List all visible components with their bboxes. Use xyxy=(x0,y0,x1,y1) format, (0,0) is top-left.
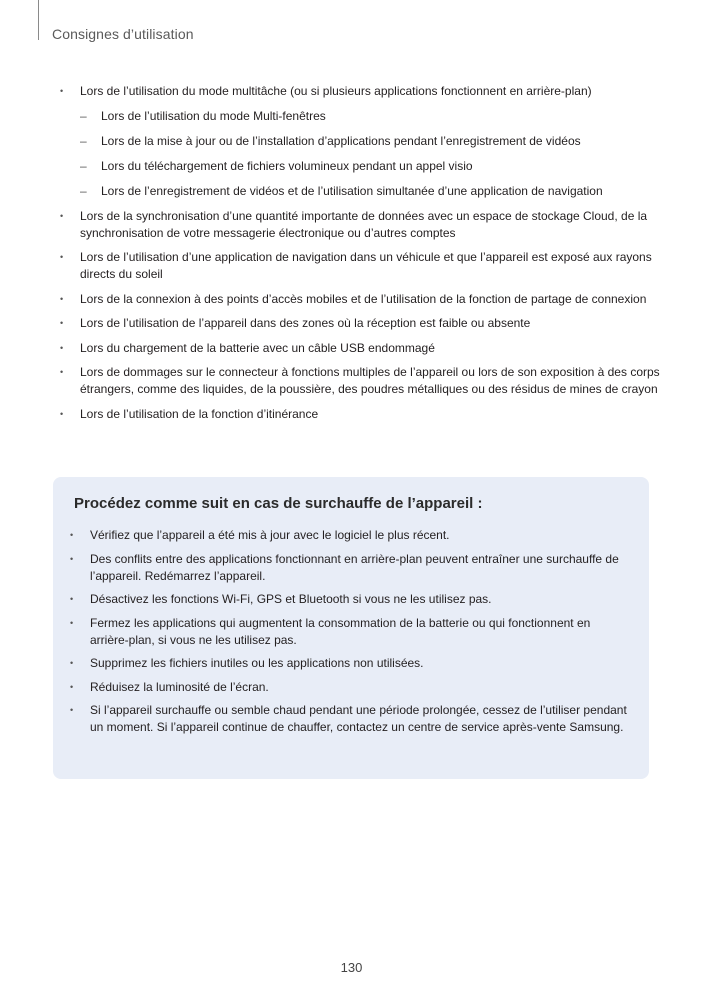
list-item: • Lors de l’utilisation d’une application de navigation dans un véhicule et que l’appareil est exposé aux rayons directs du soleil xyxy=(60,249,660,283)
tip-item: • Si l’appareil surchauffe ou semble chaud pendant une période prolongée, cessez de l’utiliser pendant un moment. Si l’appareil continue de chauffer, contactez un centre de service après-vente Samsung. xyxy=(70,702,630,736)
list-item-text: Lors de l’utilisation du mode multitâche (ou si plusieurs applications fonctionnent en arrière-plan) xyxy=(80,84,592,98)
tip-item: • Fermez les applications qui augmentent la consommation de la batterie ou qui fonctionnent en arrière-plan, si vous ne les utilisez pas. xyxy=(70,615,630,649)
tip-item: • Des conflits entre des applications fonctionnant en arrière-plan peuvent entraîner une surchauffe de l’appareil. Redémarrez l’appareil. xyxy=(70,551,630,585)
sub-list-item: – Lors de l’enregistrement de vidéos et de l’utilisation simultanée d’une application de navigation xyxy=(80,183,660,200)
list-item: • Lors du chargement de la batterie avec un câble USB endommagé xyxy=(60,340,660,357)
sub-list-item: – Lors de la mise à jour ou de l’installation d’applications pendant l’enregistrement de vidéos xyxy=(80,133,660,150)
header-divider xyxy=(38,0,39,40)
sub-list-item: – Lors de l’utilisation du mode Multi-fenêtres xyxy=(80,108,660,125)
overheating-tips-box xyxy=(53,477,649,779)
list-item: • Lors de la synchronisation d’une quantité importante de données avec un espace de stockage Cloud, de la synchronisation de votre messagerie électronique ou d’autres comptes xyxy=(60,208,660,242)
tip-item: • Supprimez les fichiers inutiles ou les applications non utilisées. xyxy=(70,655,630,672)
tip-item: • Réduisez la luminosité de l’écran. xyxy=(70,679,630,696)
list-item: • Lors de dommages sur le connecteur à fonctions multiples de l’appareil ou lors de son exposition à des corps étrangers, comme des liquides, de la poussière, des poudres métalliques ou des résidus de mines de crayon xyxy=(60,364,660,398)
list-item: • Lors de l’utilisation de la fonction d’itinérance xyxy=(60,406,660,423)
sub-list xyxy=(80,108,660,200)
sub-list-item: – Lors du téléchargement de fichiers volumineux pendant un appel visio xyxy=(80,158,660,175)
list-item: • Lors de la connexion à des points d’accès mobiles et de l’utilisation de la fonction de partage de connexion xyxy=(60,291,660,308)
page-number: 130 xyxy=(340,960,363,975)
tip-item: • Vérifiez que l’appareil a été mis à jour avec le logiciel le plus récent. xyxy=(70,527,630,544)
list-item xyxy=(60,83,660,200)
list-item: • Lors de l’utilisation de l’appareil dans des zones où la réception est faible ou absente xyxy=(60,315,660,332)
tips-list xyxy=(70,527,630,743)
overheating-causes-list xyxy=(60,83,660,430)
section-title: Consignes d’utilisation xyxy=(52,26,194,42)
tips-box-title: Procédez comme suit en cas de surchauffe de l’appareil : xyxy=(74,495,483,512)
tip-item: • Désactivez les fonctions Wi-Fi, GPS et Bluetooth si vous ne les utilisez pas. xyxy=(70,591,630,608)
